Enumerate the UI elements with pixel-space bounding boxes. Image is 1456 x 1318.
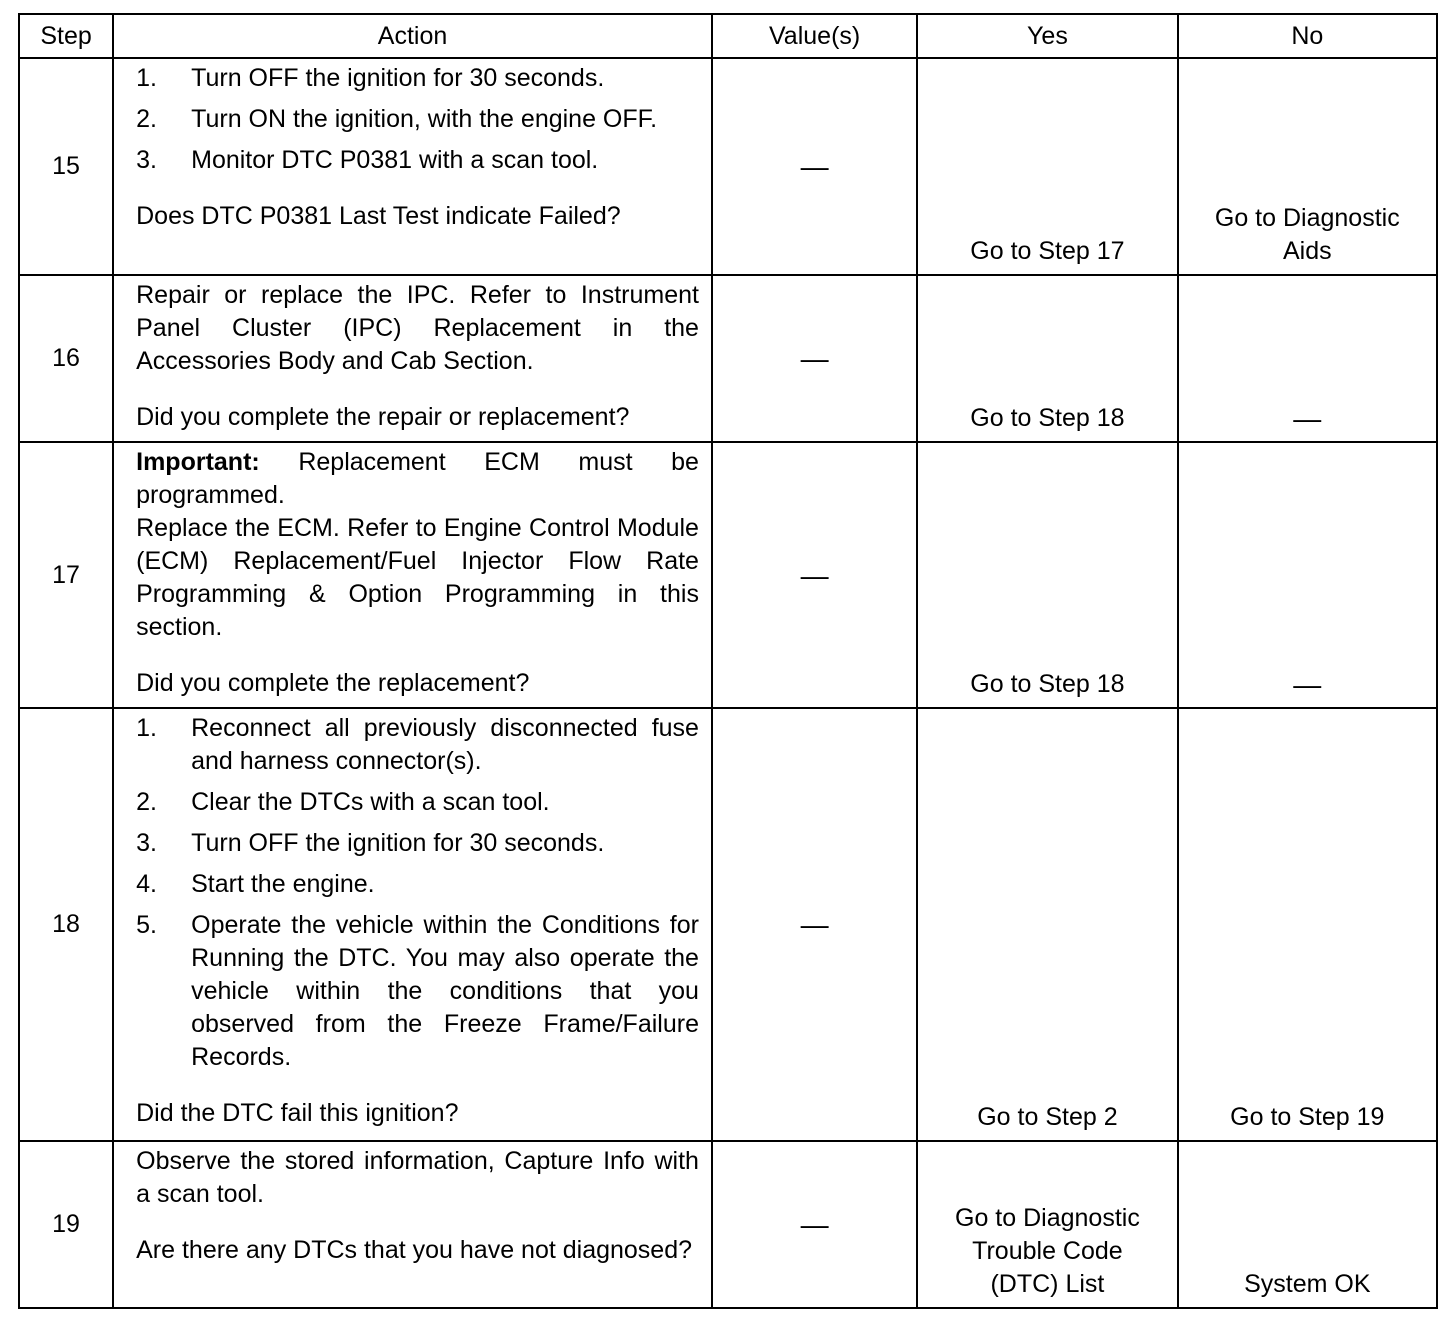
list-item: 2. Turn ON the ignition, with the engine OFF. — [136, 105, 658, 133]
question-text: Does DTC P0381 Last Test indicate Failed? — [136, 202, 621, 230]
step-number: 16 — [19, 275, 113, 442]
value-cell: — — [712, 275, 917, 442]
list-item: 1. Turn OFF the ignition for 30 seconds. — [136, 64, 605, 92]
diagnostic-table — [18, 13, 1438, 1309]
value-cell: — — [712, 442, 917, 708]
value-cell: — — [712, 1141, 917, 1308]
header-values: Value(s) — [712, 14, 917, 58]
action-cell — [113, 1141, 712, 1308]
table-row-step-16 — [19, 275, 1437, 442]
table-row-step-17 — [19, 442, 1437, 708]
important-note: Important: Replacement ECM must be programmed. — [136, 448, 699, 509]
list-item: 4. Start the engine. — [136, 870, 375, 898]
no-cell: — — [1178, 442, 1437, 708]
header-yes: Yes — [917, 14, 1177, 58]
table-row-step-19 — [19, 1141, 1437, 1308]
step-number: 15 — [19, 58, 113, 275]
action-text: Replace the ECM. Refer to Engine Control Module (ECM) Replacement/Fuel Injector Flow Rate Programming & Option Programming in this section. — [136, 514, 699, 641]
yes-cell: Go to Step 17 — [917, 58, 1177, 275]
step-number: 17 — [19, 442, 113, 708]
table-row-step-15 — [19, 58, 1437, 275]
action-cell — [113, 442, 712, 708]
question-text: Did you complete the repair or replacement? — [136, 403, 630, 431]
question-text: Are there any DTCs that you have not diagnosed? — [136, 1236, 693, 1264]
list-item: 1. Reconnect all previously disconnected fuse and harness connector(s). — [136, 714, 699, 775]
list-item: 5. Operate the vehicle within the Conditions for Running the DTC. You may also operate the vehicle within the conditions that you observed from the Freeze Frame/Failure Records. — [136, 911, 699, 1071]
value-cell: — — [712, 58, 917, 275]
yes-cell: Go to Step 18 — [917, 275, 1177, 442]
header-row — [19, 14, 1437, 58]
no-cell: Go to Diagnostic Aids — [1178, 58, 1437, 275]
step-number: 19 — [19, 1141, 113, 1308]
header-action: Action — [113, 14, 712, 58]
yes-cell: Go to Step 18 — [917, 442, 1177, 708]
no-cell: Go to Step 19 — [1178, 708, 1437, 1141]
question-text: Did the DTC fail this ignition? — [136, 1099, 459, 1127]
step-number: 18 — [19, 708, 113, 1141]
yes-cell: Go to Diagnostic Trouble Code (DTC) List — [917, 1141, 1177, 1308]
list-item: 3. Monitor DTC P0381 with a scan tool. — [136, 146, 599, 174]
no-cell: — — [1178, 275, 1437, 442]
list-item: 3. Turn OFF the ignition for 30 seconds. — [136, 829, 605, 857]
no-cell: System OK — [1178, 1141, 1437, 1308]
question-text: Did you complete the replacement? — [136, 669, 530, 697]
list-item: 2. Clear the DTCs with a scan tool. — [136, 788, 550, 816]
value-cell: — — [712, 708, 917, 1141]
action-text: Observe the stored information, Capture Info with a scan tool. — [136, 1147, 699, 1208]
action-cell — [113, 58, 712, 275]
action-cell — [113, 708, 712, 1141]
header-no: No — [1178, 14, 1437, 58]
action-cell — [113, 275, 712, 442]
action-text: Repair or replace the IPC. Refer to Instrument Panel Cluster (IPC) Replacement in the Accessories Body and Cab Section. — [136, 281, 699, 375]
yes-cell: Go to Step 2 — [917, 708, 1177, 1141]
table-row-step-18 — [19, 708, 1437, 1141]
header-step: Step — [19, 14, 113, 58]
